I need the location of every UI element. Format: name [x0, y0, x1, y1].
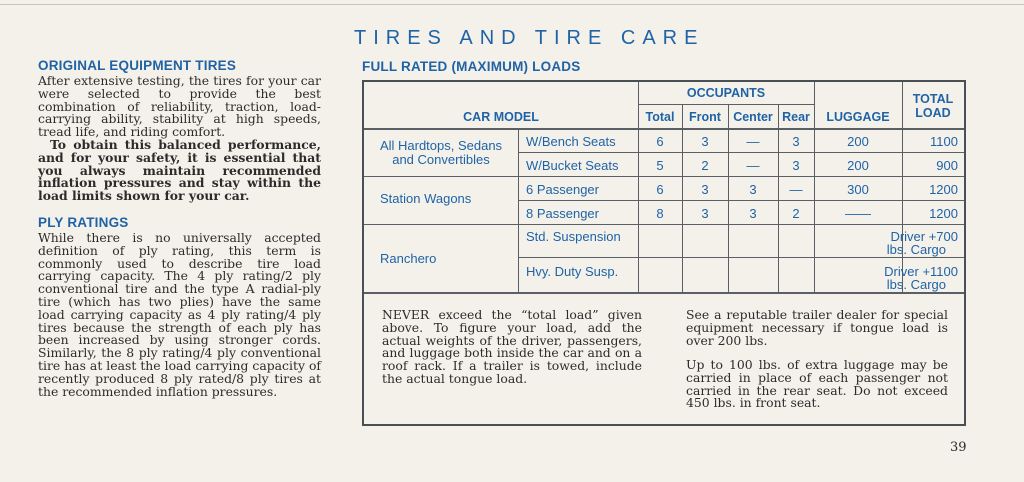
row-4-total: 8 [656, 206, 664, 221]
loads-table-heading: FULL RATED (MAXIMUM) LOADS [362, 59, 581, 74]
paragraph-original-equipment-1: After extensive testing, the tires for your car were selected to provide the best combination of reliability, traction, load-carrying ability, stability at high speeds, tread life, and riding comfort. [38, 73, 321, 140]
paragraph-ply-ratings: While there is no universally accepted definition of ply rating, this term is commonly used to describe tire load carrying capacity. The 4 ply rating/2 ply conventional tire and the type A radial-ply tire (which has two plies) have the same load carrying capacity as 4 ply rating/4 ply tires because the strength of each ply has been increased by using stronger cords. Similarly, the 8 ply rating/4 ply conventional tire has at least the load carrying capacity of recently produced 8 ply rated/8 ply tires at the recommended inflation pressures. [38, 229, 321, 399]
row-2-rear: 3 [792, 158, 800, 173]
note-extra-luggage: Up to 100 lbs. of extra luggage may be carried in place of each passenger not carried in the rear seat. Do not exceed 450 lbs. in front seat. [686, 357, 948, 411]
header-car-model: CAR MODEL [463, 110, 539, 124]
row-1-rear: 3 [792, 134, 800, 149]
row-4-center: 3 [749, 206, 757, 221]
row-3-center: 3 [749, 182, 757, 197]
header-total: Total [645, 110, 675, 124]
col-rule-center [728, 104, 729, 292]
col-rule-model [518, 128, 519, 292]
row-3-front: 3 [701, 182, 709, 197]
row-1-luggage: 200 [847, 134, 869, 149]
section-heading-original-equipment-tires: ORIGINAL EQUIPMENT TIRES [38, 58, 237, 73]
rule-row-3 [518, 200, 964, 201]
row-2-center: — [746, 158, 760, 173]
note-trailer-dealer: See a reputable trailer dealer for special equipment necessary if tongue load is over 200 lbs. [686, 307, 948, 348]
row-2-luggage: 200 [847, 158, 869, 173]
page-title: TIRES AND TIRE CARE [354, 27, 705, 49]
row-2-total-load: 900 [936, 158, 958, 173]
row-1-center: — [746, 134, 760, 149]
row-2-variant: W/Bucket Seats [526, 158, 619, 173]
group-label-hardtops-2: and Convertibles [392, 152, 490, 167]
row-4-front: 3 [701, 206, 709, 221]
header-total-load-2: LOAD [915, 106, 951, 120]
header-luggage: LUGGAGE [826, 110, 890, 124]
header-center: Center [733, 110, 773, 124]
row-2-front: 2 [701, 158, 709, 173]
row-4-rear: 2 [792, 206, 800, 221]
rule-row-1 [518, 152, 964, 153]
loads-table [362, 80, 966, 426]
col-rule-front [682, 104, 683, 292]
row-1-total-load: 1100 [930, 134, 958, 149]
header-occupants: OCCUPANTS [686, 86, 766, 100]
header-total-load-1: TOTAL [912, 92, 954, 106]
row-4-total-load: 1200 [929, 206, 958, 221]
row-2-total: 5 [656, 158, 664, 173]
top-rule [0, 4, 1024, 5]
ranchero-row-1-variant: Std. Suspension [526, 229, 621, 244]
ranchero-row-1-load-2: lbs. Cargo [886, 242, 946, 257]
row-3-luggage: 300 [847, 182, 869, 197]
ranchero-row-2-load-2: lbs. Cargo [886, 277, 946, 292]
note-total-load: NEVER exceed the “total load” given above. To figure your load, add the actual weights of the driver, passengers, and luggage both inside the car and on a roof rack. If a trailer is towed, include the actual tongue load. [382, 307, 642, 386]
row-4-luggage: —— [845, 206, 871, 221]
col-rule-rear [778, 104, 779, 292]
rule-occupants-under [638, 104, 814, 105]
row-1-total: 6 [656, 134, 664, 149]
row-3-total: 6 [656, 182, 664, 197]
row-3-rear: — [789, 182, 803, 197]
rule-group-1 [364, 176, 964, 177]
header-rear: Rear [782, 110, 810, 124]
rule-header-bottom [364, 128, 964, 130]
group-label-hardtops-1: All Hardtops, Sedans [379, 138, 503, 153]
ranchero-row-2-load-1: Driver +1100 [884, 264, 958, 279]
page-number: 39 [950, 440, 967, 455]
ranchero-row-2-variant: Hvy. Duty Susp. [526, 264, 619, 279]
section-heading-ply-ratings: PLY RATINGS [38, 214, 129, 230]
row-3-total-load: 1200 [929, 182, 958, 197]
row-3-variant: 6 Passenger [526, 182, 599, 197]
paragraph-original-equipment-2: To obtain this balanced performance, and for your safety, it is essential that you always maintain recommended inflation pressures and stay within the load limits shown for your car. [38, 136, 321, 204]
ranchero-row-1-load-1: Driver +700 [890, 229, 958, 244]
group-label-station-wagons: Station Wagons [380, 191, 472, 206]
row-1-front: 3 [701, 134, 709, 149]
row-4-variant: 8 Passenger [526, 206, 599, 221]
group-label-ranchero: Ranchero [380, 251, 437, 266]
rule-group-2 [364, 224, 964, 225]
header-front: Front [689, 110, 721, 124]
left-column [38, 58, 321, 398]
row-1-variant: W/Bench Seats [526, 134, 616, 149]
rule-table-bottom [364, 292, 964, 294]
rule-ranchero-mid [518, 257, 964, 258]
